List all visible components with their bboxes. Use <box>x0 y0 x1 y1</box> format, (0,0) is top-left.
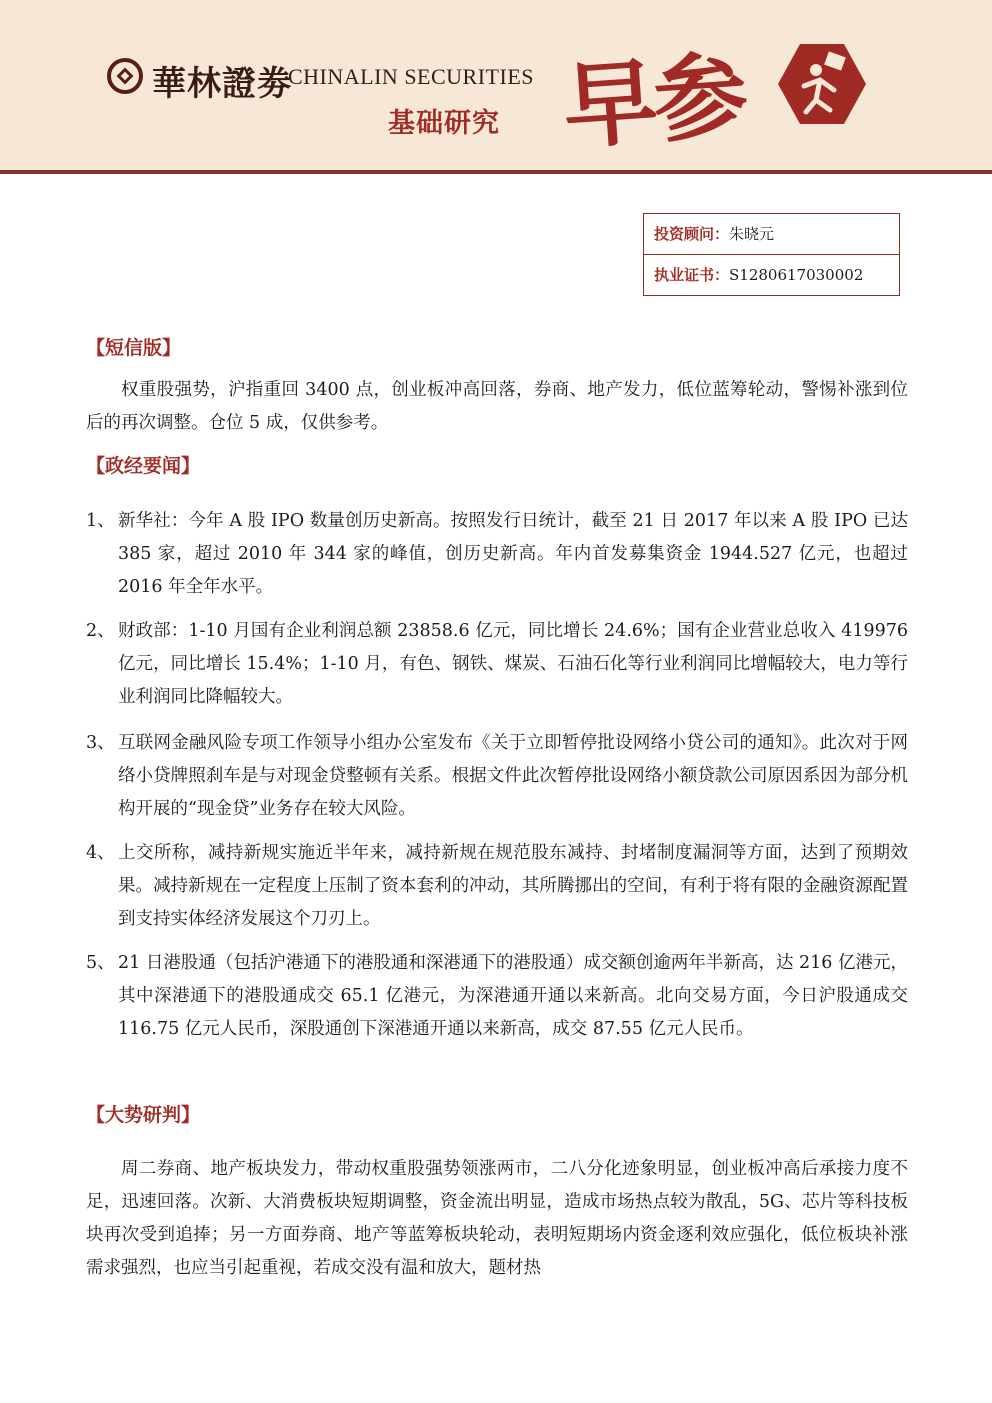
advisor-row <box>644 214 899 255</box>
emblem-icon <box>776 42 868 126</box>
news-text: 新华社：今年 A 股 IPO 数量创历史新高。按照发行日统计，截至 21 日 2017 年以来 A 股 IPO 已达 385 家，超过 2010 年 344 家的峰值，创历史新高。年内首发募集资金 1944.527 亿元，也超过 2016 年全年水平。 <box>118 511 908 597</box>
news-item <box>86 837 908 936</box>
header-divider <box>0 170 992 174</box>
news-heading: 【政经要闻】 <box>86 455 201 477</box>
trend-heading: 【大势研判】 <box>86 1104 201 1126</box>
advisor-info-box <box>643 213 900 296</box>
report-title: 早参 <box>559 40 748 164</box>
news-item <box>86 505 908 604</box>
trend-text: 周二券商、地产板块发力，带动权重股强势领涨两市，二八分化迹象明显，创业板冲高后承接力度不足，迅速回落。次新、大消费板块短期调整，资金流出明显，造成市场热点较为散乱，5G、芯片等科技板块再次受到追捧；另一方面券商、地产等蓝筹板块轮动，表明短期场内资金逐利效应强化，低位板块补涨需求强烈，也应当引起重视，若成交没有温和放大，题材热 <box>86 1159 908 1278</box>
news-number: 5、 <box>86 953 115 973</box>
news-text: 财政部：1-10 月国有企业利润总额 23858.6 亿元，同比增长 24.6%；国有企业营业总收入 419976 亿元，同比增长 15.4%；1-10 月，有色、钢铁、煤炭、石油石化等行业利润同比增幅较大，电力等行业利润同比降幅较大。 <box>118 621 908 707</box>
advisor-name: 朱晓元 <box>729 225 775 243</box>
news-item <box>86 947 908 1046</box>
certificate-label: 执业证书： <box>654 266 730 284</box>
company-name-cn: 華林證劵 <box>152 64 292 104</box>
news-item <box>86 615 908 714</box>
news-item <box>86 727 908 826</box>
company-logo-icon <box>107 58 143 94</box>
news-number: 1、 <box>86 511 115 531</box>
certificate-number: S1280617030002 <box>729 266 864 284</box>
news-text: 互联网金融风险专项工作领导小组办公室发布《关于立即暂停批设网络小贷公司的通知》。此次对于网络小贷牌照刹车是与对现金贷整顿有关系。根据文件此次暂停批设网络小额贷款公司原因系因为部分机构开展的“现金贷”业务存在较大风险。 <box>118 733 908 819</box>
certificate-row <box>644 255 899 296</box>
report-section: 基础研究 <box>388 108 500 139</box>
advisor-label: 投资顾问： <box>654 225 730 243</box>
news-number: 4、 <box>86 843 115 863</box>
news-number: 3、 <box>86 733 115 753</box>
sms-text: 权重股强势，沪指重回 3400 点，创业板冲高回落，券商、地产发力，低位蓝筹轮动，警惕补涨到位后的再次调整。仓位 5 成，仅供参考。 <box>86 380 908 433</box>
news-text: 21 日港股通（包括沪港通下的港股通和深港通下的港股通）成交额创逾两年半新高，达 216 亿港元，其中深港通下的港股通成交 65.1 亿港元，为深港通开通以来新高。北向交易方面，今日沪股通成交 116.75 亿元人民币，深股通创下深港通开通以来新高，成交 87.55 亿元人民币。 <box>118 953 908 1039</box>
sms-heading: 【短信版】 <box>86 337 182 359</box>
news-text: 上交所称，减持新规实施近半年来，减持新规在规范股东减持、封堵制度漏洞等方面，达到了预期效果。减持新规在一定程度上压制了资本套利的冲动，其所腾挪出的空间，有利于将有限的金融资源配置到支持实体经济发展这个刀刃上。 <box>118 843 908 929</box>
company-name-en: CHINALIN SECURITIES <box>288 64 534 89</box>
news-number: 2、 <box>86 621 115 641</box>
